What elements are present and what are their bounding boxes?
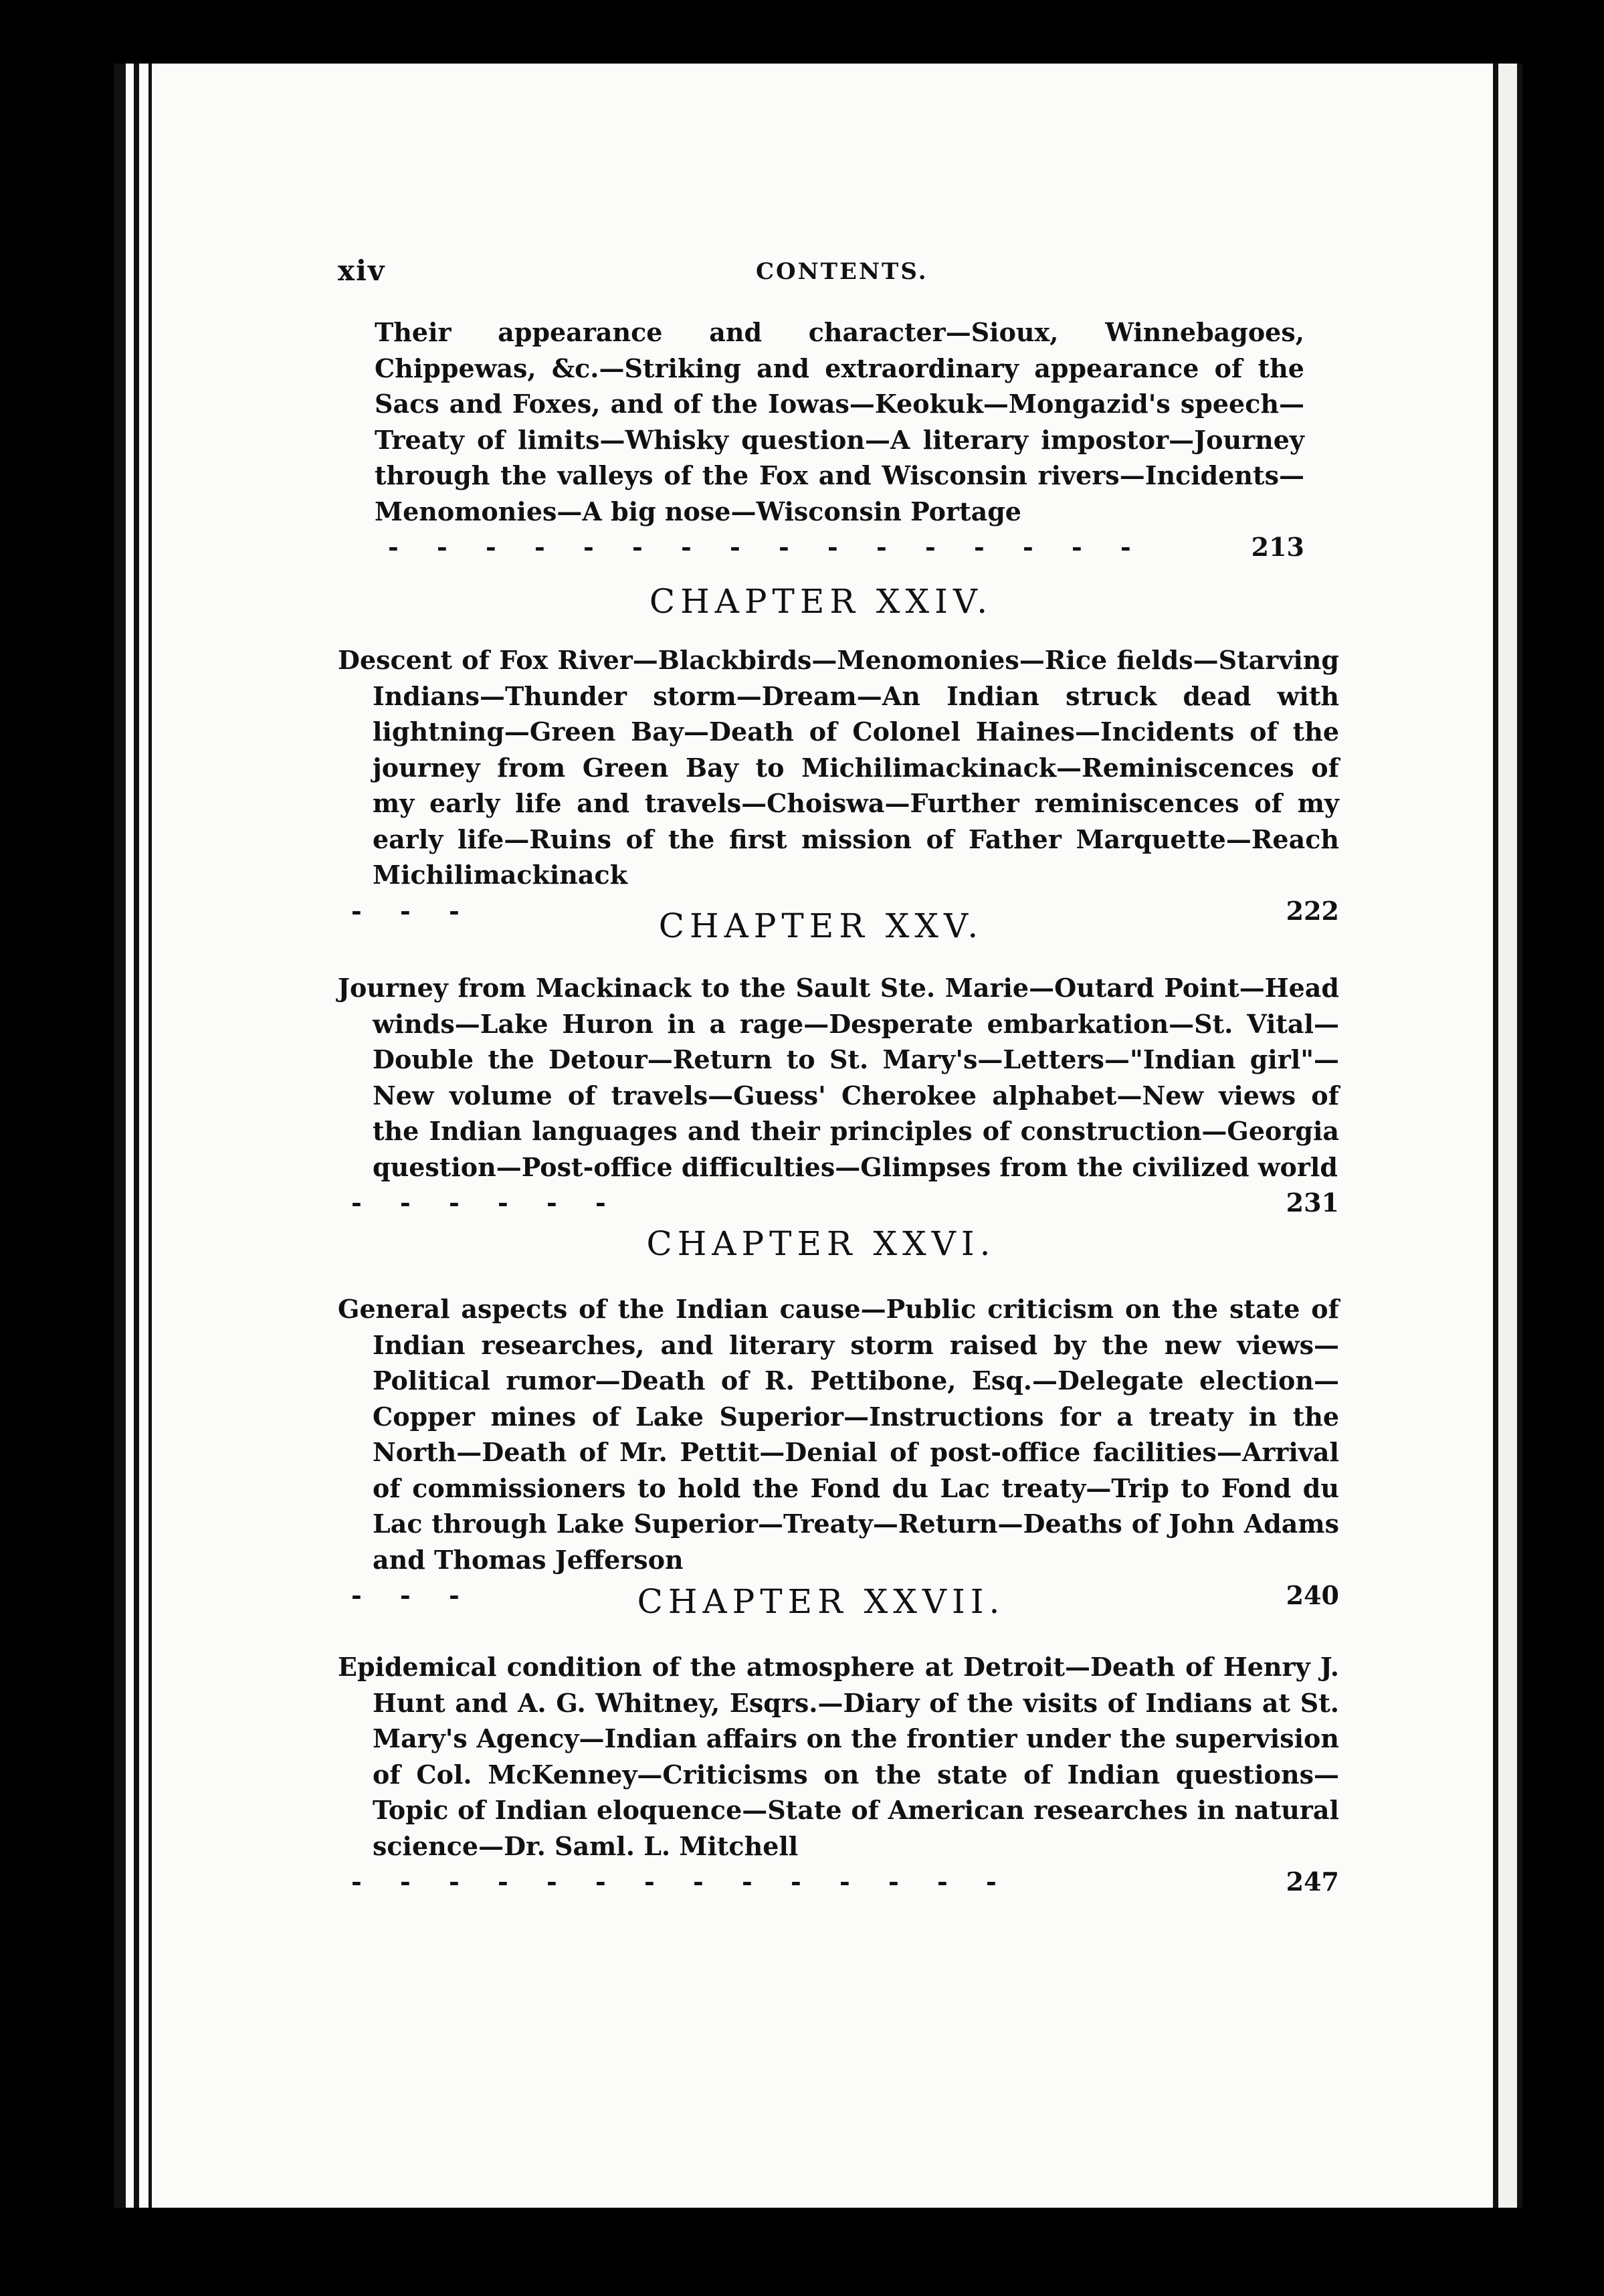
page-edge [148, 64, 152, 2208]
page-gutter [1517, 64, 1522, 2208]
running-head: CONTENTS. [756, 258, 928, 285]
dot-leader: - - - [351, 895, 474, 926]
entry-page-number: 213 [1251, 532, 1304, 562]
contents-entry [338, 642, 1339, 929]
page-edge [114, 64, 126, 2208]
entry-summary: Journey from Mackinack to the Sault Ste. Marie—Outard Point—Head winds—Lake Huron in a rage—Desperate embarkation—St. Vital—Double the Detour—Return to St. Mary's—Letters—"Indian girl"—New volume of travels—Guess' Cherokee alphabet—New views of the Indian languages and their principles of construction—Georgia question—Post-office difficulties—Glimpses from the civilized world [338, 973, 1339, 1182]
page-number: xiv [338, 254, 386, 287]
entry-summary: Descent of Fox River—Blackbirds—Menomonies—Rice fields—Starving Indians—Thunder storm—Dream—An Indian struck dead with lightning—Green Bay—Death of Colonel Haines—Incidents of the journey from Green Bay to Michilimackinack—Reminiscences of my early life and travels—Choiswa—Further reminiscences of my early life—Ruins of the first mission of Father Marquette—Reach Michilimackinack [338, 645, 1339, 890]
contents-entry [338, 1291, 1339, 1614]
chapter-heading: CHAPTER XXV. [658, 906, 984, 945]
entry-page-number: 247 [1286, 1867, 1339, 1897]
entry-page-number: 231 [1286, 1187, 1339, 1218]
entry-summary: General aspects of the Indian cause—Public criticism on the state of Indian researches, and literary storm raised by the new views—Political rumor—Death of R. Pettibone, Esq.—Delegate election—Copper mines of Lake Superior—Instructions for a treaty in the North—Death of Mr. Pettit—Denial of post-office facilities—Arrival of commissioners to hold the Fond du Lac treaty—Trip to Fond du Lac through Lake Superior—Treaty—Return—Deaths of John Adams and Thomas Jefferson [338, 1294, 1339, 1575]
facing-page-edge [1498, 64, 1518, 2208]
dot-leader: - - - - - - - - - - - - - - - - [388, 532, 1146, 562]
page-edge [134, 64, 139, 2208]
contents-entry [338, 314, 1304, 565]
page-header [338, 254, 1288, 294]
chapter-heading: CHAPTER XXVII. [637, 1582, 1005, 1621]
dot-leader: - - - [351, 1580, 474, 1610]
entry-page-line [351, 1185, 1339, 1221]
entry-summary: Their appearance and character—Sioux, Winnebagoes, Chippewas, &c.—Striking and extraordinary appearance of the Sacs and Foxes, and of the Iowas—Keokuk—Mongazid's speech—Treaty of limits—Whisky question—A literary impostor—Journey through the valleys of the Fox and Wisconsin rivers—Incidents—Menomonies—A big nose—Wisconsin Portage [375, 317, 1304, 527]
chapter-heading: CHAPTER XXIV. [649, 582, 993, 621]
dot-leader: - - - - - - [351, 1187, 621, 1218]
contents-entry [338, 1649, 1339, 1900]
entry-page-line [351, 1864, 1339, 1900]
entry-page-number: 222 [1286, 895, 1339, 926]
entry-page-number: 240 [1286, 1580, 1339, 1610]
chapter-heading: CHAPTER XXVI. [646, 1224, 996, 1263]
dot-leader: - - - - - - - - - - - - - - [351, 1867, 1011, 1897]
entry-page-line [375, 529, 1304, 565]
contents-entry [338, 970, 1339, 1221]
entry-summary: Epidemical condition of the atmosphere at Detroit—Death of Henry J. Hunt and A. G. Whitney, Esqrs.—Diary of the visits of Indians at St. Mary's Agency—Indian affairs on the frontier under the supervision of Col. McKenney—Criticisms on the state of Indian questions—Topic of Indian eloquence—State of American researches in natural science—Dr. Saml. L. Mitchell [338, 1652, 1339, 1861]
